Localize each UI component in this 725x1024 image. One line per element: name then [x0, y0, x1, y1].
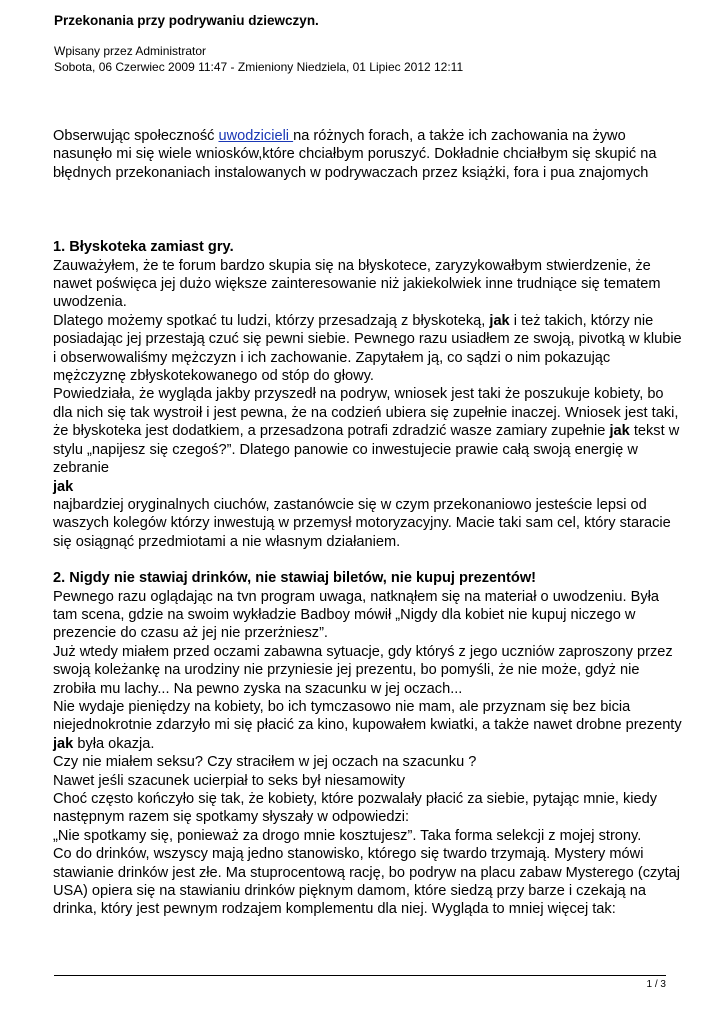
section-1-paragraph-2 [53, 312, 683, 386]
text-span: i też takich, którzy nie posiadając jej przestają czuć się pewni siebie. Pewnego razu usiadłem ze swoją, pivotką w klubie i obserwowaliśmy mężczyzn i ich zachowanie. Zapytałem ją, co sądzi o nim pokazując mężczyznę zbłyskotekowanego od stóp do głowy. [53, 312, 682, 385]
section-1-heading: 1. Błyskoteka zamiast gry. [53, 239, 234, 256]
footer-divider [54, 975, 666, 976]
text-span: tekst w stylu „napijesz się czegoś?”. Dlatego panowie co inwestujecie prawie całą swoją energię w zebranie [53, 423, 680, 477]
section-2-paragraph-1: Pewnego razu oglądając na tvn program uwaga, natknąłem się na materiał o uwodzeniu. Była tam scena, gdzie na swoim wykładzie Badboy mówił „Nigdy dla kobiet nie kupuj niczego w prezencie do czasu aż jej nie przerżniesz”. [53, 588, 659, 642]
section-2-paragraph-3 [53, 698, 683, 753]
text-span: była okazja. [73, 735, 155, 752]
section-2-heading: 2. Nigdy nie stawiaj drinków, nie stawiaj biletów, nie kupuj prezentów! [53, 570, 537, 587]
section-1-bold-keyword-line [53, 478, 683, 496]
section-2-paragraph-6: Choć często kończyło się tak, że kobiety, które pozwalały płacić za siebie, pytając mnie, kiedy następnym razem się spotkamy słyszały w odpowiedzi: [53, 791, 658, 826]
section-2-paragraph-4: Czy nie miałem seksu? Czy straciłem w jej oczach na szacunku ? [53, 754, 477, 771]
uwodzicieli-link[interactable]: uwodzicieli [218, 128, 294, 144]
bold-keyword: jak [489, 312, 510, 329]
intro-paragraph [53, 127, 683, 182]
section-2-paragraph-8: Co do drinków, wszyscy mają jedno stanowisko, którego się twardo trzymają. Mystery mówi stawianie drinków jest złe. Ma stuprocentową rację, bo podryw na placu zabaw Mysterego (czytaj USA) opiera się na stawianiu drinków pięknym damom, które siedzą przy barze i czekają na drinka, który jest pewnym rodzajem komplementu dla niej. Wygląda to mniej więcej tak: [53, 846, 681, 918]
article-meta [54, 43, 674, 75]
intro-text-after: na różnych forach, a także ich zachowania na żywo nasunęło mi się wiele wniosków,które chciałbym poruszyć. Dokładnie chciałbym się skupić na błędnych przekonaniach instalowanych w podrywaczach przez książki, fora i pua znajomych [53, 128, 657, 181]
document-header [54, 12, 674, 75]
intro-text-before: Obserwując społeczność [53, 128, 219, 144]
article-title: Przekonania przy podrywaniu dziewczyn. [54, 13, 319, 28]
article-body [53, 127, 683, 919]
page-number: 1 / 3 [646, 979, 666, 990]
bold-keyword: jak [609, 423, 630, 440]
section-2-paragraph-7: „Nie spotkamy się, ponieważ za drogo mnie kosztujesz”. Taka forma selekcji z mojej strony. [53, 827, 642, 844]
section-1-paragraph-4: najbardziej oryginalnych ciuchów, zastanówcie się w czym przekonaniowo jesteście lepsi od waszych kolegów którzy inwestują w przemysł motoryzacyjny. Macie taki sam cel, który staracie się osiągnąć przedmiotami a nie własnym działaniem. [53, 496, 671, 550]
date-line: Sobota, 06 Czerwiec 2009 11:47 - Zmieniony Niedziela, 01 Lipiec 2012 12:11 [54, 60, 464, 74]
author-line: Wpisany przez Administrator [54, 44, 207, 58]
section-1-paragraph-3 [53, 385, 683, 477]
bold-keyword: jak [53, 478, 74, 495]
section-2-paragraph-2: Już wtedy miałem przed oczami zabawna sytuacje, gdy któryś z jego uczniów zaproszony przez swoją koleżankę na urodziny nie przyniesie jej prezentu, bo pomyśli, że nie może, gdyż nie zrobiła mu lachy... Na pewno zyska na szacunku w jej oczach... [53, 643, 673, 697]
section-1-paragraph-1: Zauważyłem, że te forum bardzo skupia się na błyskotece, zaryzykowałbym stwierdzenie, że nawet poświęca jej dużo większe zainteresowanie niż jakiekolwiek inne trudniące się tematem uwodzenia. [53, 257, 661, 311]
text-span: Nie wydaje pieniędzy na kobiety, bo ich tymczasowo nie mam, ale przyznam się bez bicia niejednokrotnie zdarzyło mi się płacić za kino, kupowałem kwiatki, a także nawet drobne prezenty [53, 698, 682, 734]
bold-keyword: jak [53, 735, 74, 752]
text-span: Dlatego możemy spotkać tu ludzi, którzy przesadzają z błyskoteką, [53, 312, 490, 329]
text-span: Powiedziała, że wygląda jakby przyszedł na podryw, wniosek jest taki że poszukuje kobiety, bo dla nich się tak wystroił i jest pewna, że na codzień ubiera się zupełnie inaczej. Wniosek jest taki, że błyskoteka jest dodatkiem, a przesadzona potrafi zdradzić wasze zamiary zupełnie [53, 386, 679, 440]
section-2-paragraph-5: Nawet jeśli szacunek ucierpiał to seks był niesamowity [53, 772, 406, 789]
